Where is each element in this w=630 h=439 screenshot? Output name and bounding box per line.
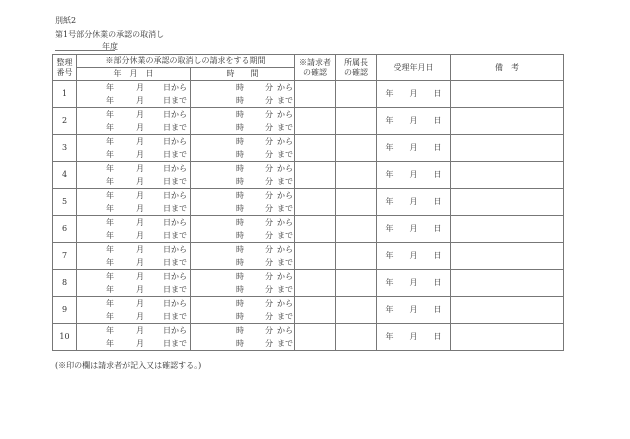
manager-confirm-cell[interactable]: [336, 189, 377, 216]
applicant-confirm-cell[interactable]: [295, 135, 336, 162]
row-number: 9: [53, 297, 77, 324]
date-range-field[interactable]: 年 月 日から 年 月 日まで: [77, 243, 191, 270]
header-remarks: 備 考: [451, 55, 564, 81]
form-title: 第1号部分休業の承認の取消し: [55, 30, 165, 39]
date-range-field[interactable]: 年 月 日から 年 月 日まで: [77, 189, 191, 216]
time-range-field[interactable]: 時 分 から 時 分 まで: [191, 297, 295, 324]
header-period: ※部分休業の承認の取消しの請求をする期間: [77, 55, 295, 68]
footnote: (※印の欄は請求者が記入又は確認する。): [55, 361, 202, 370]
manager-confirm-cell[interactable]: [336, 108, 377, 135]
remarks-cell[interactable]: [451, 108, 564, 135]
manager-confirm-cell[interactable]: [336, 243, 377, 270]
table-row: [53, 324, 564, 351]
header-received-date: 受理年月日: [377, 55, 451, 81]
received-date-cell[interactable]: 年 月 日: [377, 135, 451, 162]
attachment-label: 別紙2: [55, 16, 77, 25]
applicant-confirm-cell[interactable]: [295, 189, 336, 216]
date-range-field[interactable]: 年 月 日から 年 月 日まで: [77, 270, 191, 297]
received-date-cell[interactable]: 年 月 日: [377, 324, 451, 351]
header-manager-confirm: 所属長 の確認: [336, 55, 377, 81]
applicant-confirm-cell[interactable]: [295, 162, 336, 189]
row-number: 7: [53, 243, 77, 270]
date-range-field[interactable]: 年 月 日から 年 月 日まで: [77, 135, 191, 162]
header-time: 時 間: [191, 68, 295, 81]
applicant-confirm-cell[interactable]: [295, 243, 336, 270]
remarks-cell[interactable]: [451, 216, 564, 243]
applicant-confirm-cell[interactable]: [295, 108, 336, 135]
applicant-confirm-cell[interactable]: [295, 216, 336, 243]
date-range-field[interactable]: 年 月 日から 年 月 日まで: [77, 216, 191, 243]
table-row: [53, 108, 564, 135]
date-range-field[interactable]: 年 月 日から 年 月 日まで: [77, 81, 191, 108]
time-range-field[interactable]: 時 分 から 時 分 まで: [191, 135, 295, 162]
date-range-field[interactable]: 年 月 日から 年 月 日まで: [77, 108, 191, 135]
manager-confirm-cell[interactable]: [336, 297, 377, 324]
received-date-cell[interactable]: 年 月 日: [377, 108, 451, 135]
received-date-cell[interactable]: 年 月 日: [377, 216, 451, 243]
received-date-cell[interactable]: 年 月 日: [377, 270, 451, 297]
remarks-cell[interactable]: [451, 189, 564, 216]
row-number: 6: [53, 216, 77, 243]
row-number: 5: [53, 189, 77, 216]
date-range-field[interactable]: 年 月 日から 年 月 日まで: [77, 162, 191, 189]
received-date-cell[interactable]: 年 月 日: [377, 243, 451, 270]
manager-confirm-cell[interactable]: [336, 324, 377, 351]
time-range-field[interactable]: 時 分 から 時 分 まで: [191, 108, 295, 135]
table-row: [53, 81, 564, 108]
table-row: [53, 297, 564, 324]
remarks-cell[interactable]: [451, 297, 564, 324]
received-date-cell[interactable]: 年 月 日: [377, 162, 451, 189]
table-row: [53, 270, 564, 297]
remarks-cell[interactable]: [451, 135, 564, 162]
time-range-field[interactable]: 時 分 から 時 分 まで: [191, 189, 295, 216]
remarks-cell[interactable]: [451, 81, 564, 108]
cancellation-table: [52, 54, 564, 351]
manager-confirm-cell[interactable]: [336, 135, 377, 162]
manager-confirm-cell[interactable]: [336, 216, 377, 243]
header-applicant-confirm: ※請求者 の確認: [295, 55, 336, 81]
manager-confirm-cell[interactable]: [336, 270, 377, 297]
time-range-field[interactable]: 時 分 から 時 分 まで: [191, 324, 295, 351]
remarks-cell[interactable]: [451, 270, 564, 297]
applicant-confirm-cell[interactable]: [295, 270, 336, 297]
row-number: 4: [53, 162, 77, 189]
applicant-confirm-cell[interactable]: [295, 81, 336, 108]
date-range-field[interactable]: 年 月 日から 年 月 日まで: [77, 324, 191, 351]
table-row: [53, 216, 564, 243]
manager-confirm-cell[interactable]: [336, 162, 377, 189]
header-date: 年 月 日: [77, 68, 191, 81]
applicant-confirm-cell[interactable]: [295, 324, 336, 351]
remarks-cell[interactable]: [451, 324, 564, 351]
received-date-cell[interactable]: 年 月 日: [377, 189, 451, 216]
time-range-field[interactable]: 時 分 から 時 分 まで: [191, 243, 295, 270]
time-range-field[interactable]: 時 分 から 時 分 まで: [191, 270, 295, 297]
manager-confirm-cell[interactable]: [336, 81, 377, 108]
remarks-cell[interactable]: [451, 162, 564, 189]
row-number: 2: [53, 108, 77, 135]
time-range-field[interactable]: 時 分 から 時 分 まで: [191, 162, 295, 189]
table-row: [53, 189, 564, 216]
table-row: [53, 135, 564, 162]
table-row: [53, 162, 564, 189]
received-date-cell[interactable]: 年 月 日: [377, 81, 451, 108]
table-row: [53, 243, 564, 270]
received-date-cell[interactable]: 年 月 日: [377, 297, 451, 324]
header-no: 整理 番号: [53, 55, 77, 81]
fiscal-year-label: 年度: [102, 42, 118, 51]
time-range-field[interactable]: 時 分 から 時 分 まで: [191, 81, 295, 108]
row-number: 10: [53, 324, 77, 351]
remarks-cell[interactable]: [451, 243, 564, 270]
row-number: 8: [53, 270, 77, 297]
row-number: 1: [53, 81, 77, 108]
applicant-confirm-cell[interactable]: [295, 297, 336, 324]
time-range-field[interactable]: 時 分 から 時 分 まで: [191, 216, 295, 243]
row-number: 3: [53, 135, 77, 162]
date-range-field[interactable]: 年 月 日から 年 月 日まで: [77, 297, 191, 324]
